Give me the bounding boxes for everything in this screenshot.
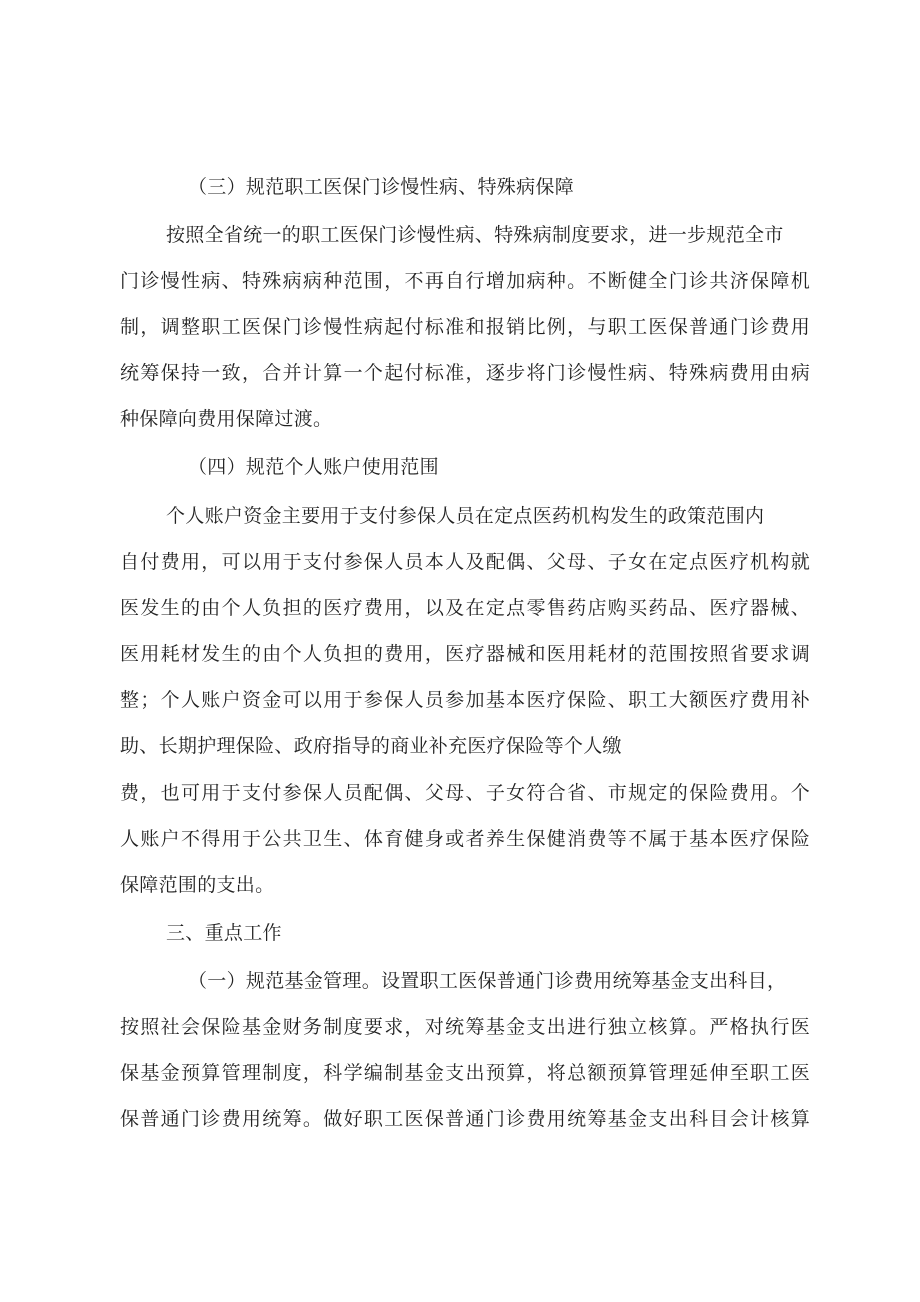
paragraph-line: （一）规范基金管理。设置职工医保普通门诊费用统筹基金支出科目，: [188, 970, 787, 992]
paragraph-line: 医发生的由个人负担的医疗费用，以及在定点零售药店购买药品、医疗器械、: [120, 597, 810, 619]
paragraph-line: 费，也可用于支付参保人员配偶、父母、子女符合省、市规定的保险费用。个: [120, 782, 810, 804]
paragraph-line: 人账户不得用于公共卫生、体育健身或者养生保健消费等不属于基本医疗保险: [120, 828, 810, 850]
section-heading-key-work: 三、重点工作: [166, 922, 282, 944]
paragraph-line: 保基金预算管理制度，科学编制基金支出预算，将总额预算管理延伸至职工医: [120, 1062, 810, 1084]
heading-personal-account-scope: （四）规范个人账户使用范围: [188, 456, 439, 478]
paragraph-line: 整；个人账户资金可以用于参保人员参加基本医疗保险、职工大额医疗费用补: [120, 689, 810, 711]
paragraph-line: 自付费用，可以用于支付参保人员本人及配偶、父母、子女在定点医疗机构就: [120, 551, 810, 573]
paragraph-line: 保障范围的支出。: [120, 874, 275, 896]
paragraph-line: 制，调整职工医保门诊慢性病起付标准和报销比例，与职工医保普通门诊费用: [120, 316, 810, 338]
paragraph-line: 按照社会保险基金财务制度要求，对统筹基金支出进行独立核算。严格执行医: [120, 1016, 810, 1038]
paragraph-line: 按照全省统一的职工医保门诊慢性病、特殊病制度要求，进一步规范全市: [166, 224, 784, 246]
paragraph-line: 医用耗材发生的由个人负担的费用，医疗器械和医用耗材的范围按照省要求调: [120, 643, 810, 665]
heading-outpatient-chronic-special-disease: （三）规范职工医保门诊慢性病、特殊病保障: [188, 176, 575, 198]
paragraph-line: 统筹保持一致，合并计算一个起付标准，逐步将门诊慢性病、特殊病费用由病: [120, 362, 810, 384]
paragraph-line: 种保障向费用保障过渡。: [120, 408, 333, 430]
paragraph-line: 助、长期护理保险、政府指导的商业补充医疗保险等个人缴: [120, 735, 622, 757]
paragraph-line: 门诊慢性病、特殊病病种范围，不再自行增加病种。不断健全门诊共济保障机: [120, 270, 810, 292]
paragraph-line: 个人账户资金主要用于支付参保人员在定点医药机构发生的政策范围内: [166, 505, 765, 527]
paragraph-line: 保普通门诊费用统筹。做好职工医保普通门诊费用统筹基金支出科目会计核算: [120, 1108, 810, 1130]
